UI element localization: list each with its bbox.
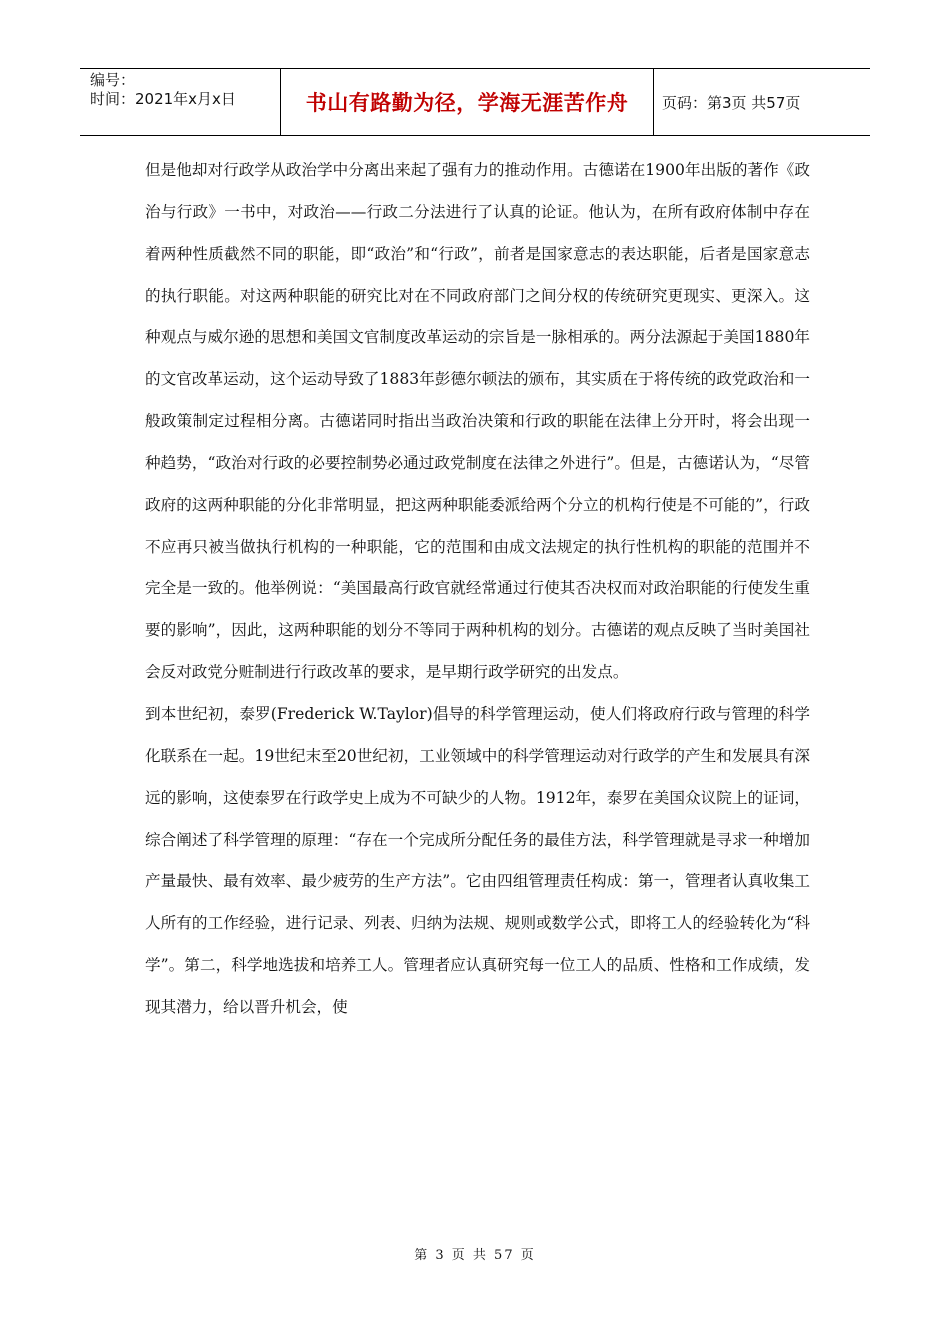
header-motto: 书山有路勤为径，学海无涯苦作舟	[281, 69, 654, 135]
number-label: 编号：	[90, 71, 136, 89]
page-header	[80, 68, 870, 136]
document-body	[145, 150, 810, 1029]
header-page-info: 页码：第3页 共57页	[662, 93, 801, 112]
time-label: 时间：2021年x月x日	[90, 90, 236, 108]
page-footer: 第 3 页 共 57 页	[414, 1248, 536, 1263]
header-meta	[80, 69, 281, 135]
paragraph: 到本世纪初，泰罗(Frederick W.Taylor)倡导的科学管理运动，使人们将政府行政与管理的科学化联系在一起。19世纪末至20世纪初，工业领域中的科学管理运动对行政学的产生和发展具有深远的影响，这使泰罗在行政学史上成为不可缺少的人物。1912年，泰罗在美国众议院上的证词，综合阐述了科学管理的原理：“存在一个完成所分配任务的最佳方法，科学管理就是寻求一种增加产量最快、最有效率、最少疲劳的生产方法”。它由四组管理责任构成：第一，管理者认真收集工人所有的工作经验，进行记录、列表、归纳为法规、规则或数学公式，即将工人的经验转化为“科学”。第二，科学地选拔和培养工人。管理者应认真研究每一位工人的品质、性格和工作成绩，发现其潜力，给以晋升机会，使	[145, 704, 810, 1016]
paragraph: 但是他却对行政学从政治学中分离出来起了强有力的推动作用。古德诺在1900年出版的著作《政治与行政》一书中，对政治——行政二分法进行了认真的论证。他认为，在所有政府体制中存在着两种性质截然不同的职能，即“政治”和“行政”，前者是国家意志的表达职能，后者是国家意志的执行职能。对这两种职能的研究比对在不同政府部门之间分权的传统研究更现实、更深入。这种观点与威尔逊的思想和美国文官制度改革运动的宗旨是一脉相承的。两分法源起于美国1880年的文官改革运动，这个运动导致了1883年彭德尔顿法的颁布，其实质在于将传统的政党政治和一般政策制定过程相分离。古德诺同时指出当政治决策和行政的职能在法律上分开时，将会出现一种趋势，“政治对行政的必要控制势必通过政党制度在法律之外进行”。但是，古德诺认为，“尽管政府的这两种职能的分化非常明显，把这两种职能委派给两个分立的机构行使是不可能的”，行政不应再只被当做执行机构的一种职能，它的范围和由成文法规定的执行性机构的职能的范围并不完全是一致的。他举例说：“美国最高行政官就经常通过行使其否决权而对政治职能的行使发生重要的影响”，因此，这两种职能的划分不等同于两种机构的划分。古德诺的观点反映了当时美国社会反对政党分赃制进行行政改革的要求，是早期行政学研究的出发点。	[145, 161, 810, 682]
